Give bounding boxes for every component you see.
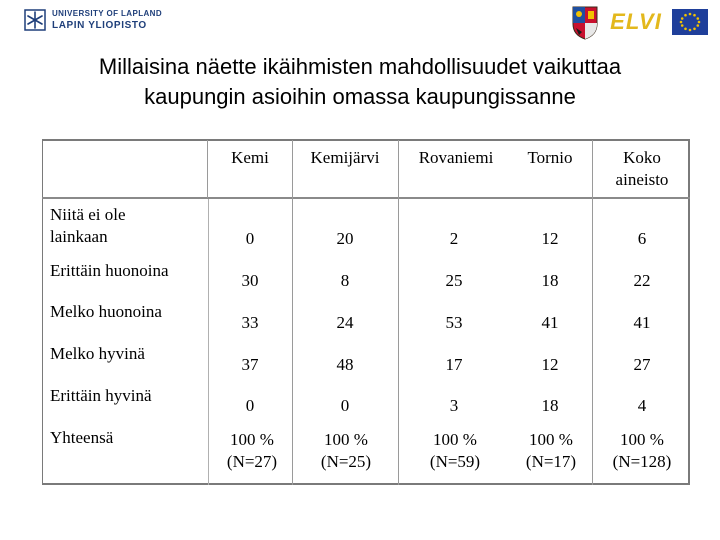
table-cell: 27 — [633, 355, 651, 374]
table-cell: 17 — [445, 355, 463, 374]
snowflake-emblem-icon — [24, 9, 46, 31]
table-cell: 53 — [445, 313, 463, 332]
table-cell: 18 — [541, 271, 559, 290]
university-name-en: UNIVERSITY OF LAPLAND — [52, 9, 163, 18]
row-label: Yhteensä — [50, 428, 114, 447]
row-label: Erittäin huonoina — [50, 261, 169, 280]
table-cell-total: 100 % (N=27) — [226, 430, 278, 471]
elvi-logo: ELVI — [610, 9, 662, 34]
row-label: Niitä ei ole lainkaan — [50, 205, 126, 246]
column-divider — [592, 140, 593, 485]
table-cell: 0 — [340, 396, 350, 415]
table-cell: 24 — [336, 313, 354, 332]
row-label: Melko hyvinä — [50, 344, 145, 363]
table-cell: 0 — [245, 229, 255, 248]
table-cell: 8 — [340, 271, 350, 290]
column-header-kemijarvi: Kemijärvi — [310, 148, 380, 167]
table-cell: 37 — [241, 355, 259, 374]
table-cell: 0 — [245, 396, 255, 415]
title-line-1: Millaisina näette ikäihmisten mahdollisuudet vaikuttaa — [98, 54, 622, 79]
table-cell: 41 — [541, 313, 559, 332]
university-logo — [24, 8, 162, 32]
table-cell: 30 — [241, 271, 259, 290]
table-cell: 3 — [449, 396, 459, 415]
page-title — [0, 52, 720, 112]
partner-logos — [570, 4, 708, 40]
table-cell: 12 — [541, 229, 559, 248]
table-cell: 12 — [541, 355, 559, 374]
column-header-kemi: Kemi — [231, 148, 269, 167]
table-cell: 2 — [449, 229, 459, 248]
table-cell: 6 — [637, 229, 647, 248]
table-cell-total: 100 % (N=128) — [612, 430, 672, 471]
table-cell: 4 — [637, 396, 647, 415]
eu-flag-icon — [672, 9, 708, 35]
column-header-tornio: Tornio — [527, 148, 573, 167]
table-cell: 41 — [633, 313, 651, 332]
table-cell: 20 — [336, 229, 354, 248]
column-header-koko-aineisto: Koko aineisto — [615, 148, 669, 189]
table-cell: 22 — [633, 271, 651, 290]
title-line-2: kaupungin asioihin omassa kaupungissanne — [144, 84, 576, 109]
table-cell-total: 100 % (N=59) — [429, 430, 481, 471]
column-header-rovaniemi: Rovaniemi — [418, 148, 494, 167]
table-cell: 33 — [241, 313, 259, 332]
table-corner-cell — [43, 140, 208, 198]
table-cell-total: 100 % (N=17) — [525, 430, 577, 471]
table-cell: 48 — [336, 355, 354, 374]
row-label: Erittäin hyvinä — [50, 386, 152, 405]
lapland-coat-of-arms-icon — [570, 4, 600, 40]
university-name-fi: LAPIN YLIOPISTO — [52, 20, 147, 31]
table-cell: 25 — [445, 271, 463, 290]
table-cell-total: 100 % (N=25) — [320, 430, 372, 471]
table-cell: 18 — [541, 396, 559, 415]
row-label: Melko huonoina — [50, 302, 162, 321]
